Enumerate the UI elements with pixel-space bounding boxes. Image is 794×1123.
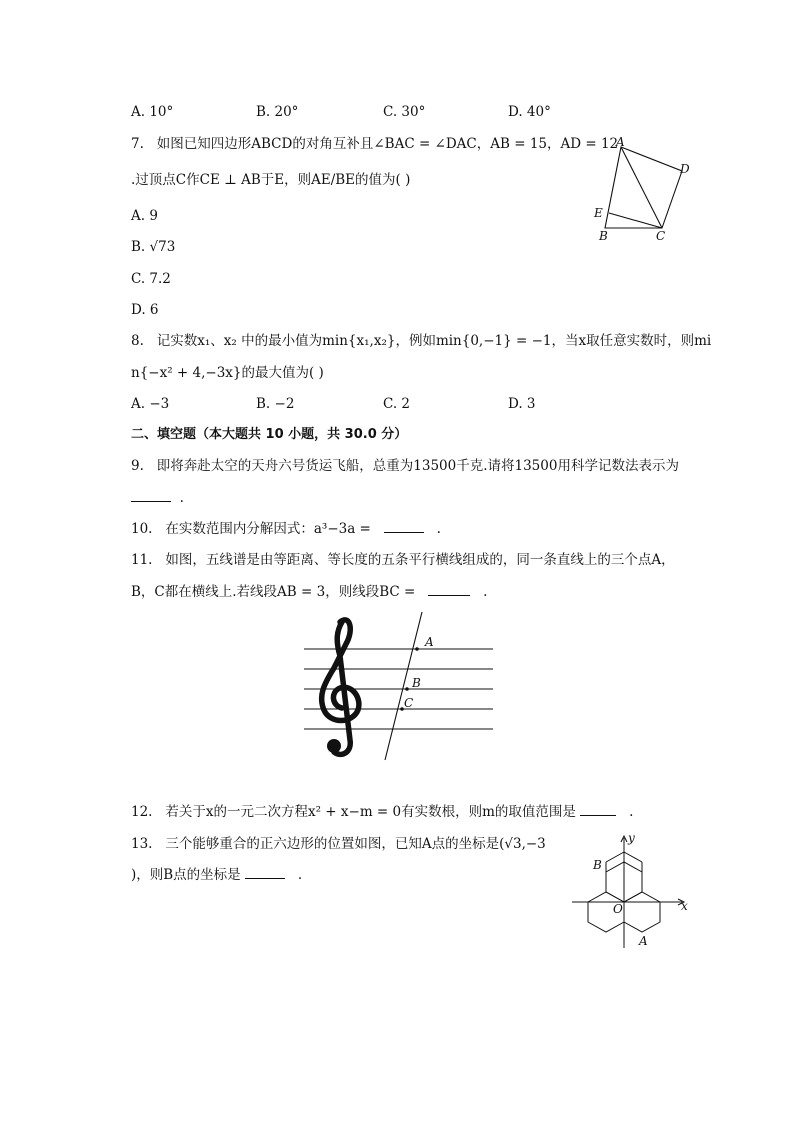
point-a — [415, 647, 419, 651]
q8-option-d: D. 3 — [508, 396, 536, 412]
q11-label-c: C — [404, 696, 414, 710]
q12-line — [131, 803, 633, 821]
q13-answer-blank[interactable] — [245, 878, 285, 879]
q11-line2 — [131, 583, 487, 601]
q7-option-b: B. √73 — [131, 239, 176, 255]
edge-top-right — [624, 852, 642, 862]
q8-stem-1: 记实数x₁、x₂ 中的最小值为min{x₁,x₂}，例如min{0,−1} = −1，当x取任意实数时，则mi — [156, 333, 712, 349]
q11-label-a: A — [425, 635, 434, 649]
edge-b-top — [606, 852, 624, 862]
q7-quadrilateral-figure — [590, 135, 700, 245]
q10-answer-blank[interactable] — [384, 532, 424, 533]
q11-staff-figure — [296, 612, 501, 767]
q7-diagonal-ac — [621, 147, 662, 228]
q13-label-o: O — [613, 902, 623, 916]
section-heading: 二、填空题（本大题共 10 小题，共 30.0 分） — [131, 427, 408, 442]
q7-option-d: D. 6 — [131, 302, 159, 318]
q7-label-c: C — [656, 229, 666, 243]
q11-answer-blank[interactable] — [428, 595, 470, 596]
q8-option-b: B. −2 — [256, 396, 295, 412]
q7-label-e: E — [594, 206, 603, 220]
q6-option-b: B. 20° — [256, 104, 299, 120]
q9-period: . — [179, 490, 184, 506]
q13-stem-2: )，则B点的坐标是 — [131, 867, 241, 883]
q11-stem-1: 如图，五线谱是由等距离、等长度的五条平行横线组成的，同一条直线上的三个点A， — [165, 552, 675, 568]
q7-option-c: C. 7.2 — [131, 271, 171, 287]
q13-line1 — [131, 835, 546, 853]
q9-stem: 即将奔赴太空的天舟六号货运飞船，总重为13500千克.请将13500用科学记数法表示为 — [156, 458, 679, 474]
treble-clef-icon — [322, 620, 359, 754]
q12-stem: 若关于x的一元二次方程x² + x−m = 0有实数根，则m的取值范围是 — [165, 804, 576, 820]
q7-option-a: A. 9 — [131, 208, 158, 224]
q9-line2 — [131, 489, 184, 507]
q13-number: 13. — [131, 836, 153, 852]
q13-label-a: A — [639, 934, 648, 948]
q12-number: 12. — [131, 804, 153, 820]
hexagon-left-outline — [580, 872, 606, 902]
q7-label-b: B — [599, 229, 608, 243]
q9-line1 — [131, 457, 679, 475]
q7-segment-ce — [609, 213, 662, 228]
hexagon-right — [624, 892, 660, 932]
q12-period: . — [629, 804, 634, 820]
q7-label-a: A — [616, 135, 625, 149]
q8-option-a: A. −3 — [131, 396, 170, 412]
q10-number: 10. — [131, 521, 153, 537]
q7-line1 — [131, 135, 618, 153]
q6-option-d: D. 40° — [508, 104, 551, 120]
q13-label-y: y — [628, 831, 635, 845]
q10-period: . — [436, 521, 441, 537]
q11-line1 — [131, 551, 675, 569]
q11-number: 11. — [131, 552, 153, 568]
q13-stem-1: 三个能够重合的正六边形的位置如图，已知A点的坐标是(√3,−3 — [165, 836, 546, 852]
q7-quad-abcd — [605, 147, 682, 228]
q11-stem-2: B，C都在横线上.若线段AB = 3，则线段BC = — [131, 584, 416, 600]
q7-number: 7. — [131, 136, 144, 152]
q13-line2 — [131, 866, 302, 884]
q13-label-x: x — [681, 899, 688, 913]
q12-answer-blank[interactable] — [580, 815, 616, 816]
q9-number: 9. — [131, 458, 144, 474]
q10-stem: 在实数范围内分解因式：a³−3a = — [165, 521, 371, 537]
q8-stem-2: n{−x² + 4,−3x}的最大值为( ) — [131, 365, 324, 381]
q11-label-b: B — [412, 676, 421, 690]
q6-option-a: A. 10° — [131, 104, 174, 120]
q10-line — [131, 520, 441, 538]
q7-stem-1: 如图已知四边形ABCD的对角互补且∠BAC = ∠DAC，AB = 15，AD = 12 — [156, 136, 619, 152]
q6-option-c: C. 30° — [383, 104, 426, 120]
q11-period: . — [483, 584, 488, 600]
q7-stem-2: .过顶点C作CE ⊥ AB于E，则AE/BE的值为( ) — [131, 172, 411, 188]
q13-hexagon-figure — [568, 832, 694, 952]
point-b — [405, 687, 409, 691]
q7-label-d: D — [680, 162, 690, 176]
q13-period: . — [297, 867, 303, 883]
q13-label-b: B — [593, 858, 602, 872]
q8-number: 8. — [131, 333, 144, 349]
q8-line1 — [131, 332, 711, 350]
q9-answer-blank[interactable] — [131, 501, 171, 502]
q8-option-c: C. 2 — [383, 396, 411, 412]
